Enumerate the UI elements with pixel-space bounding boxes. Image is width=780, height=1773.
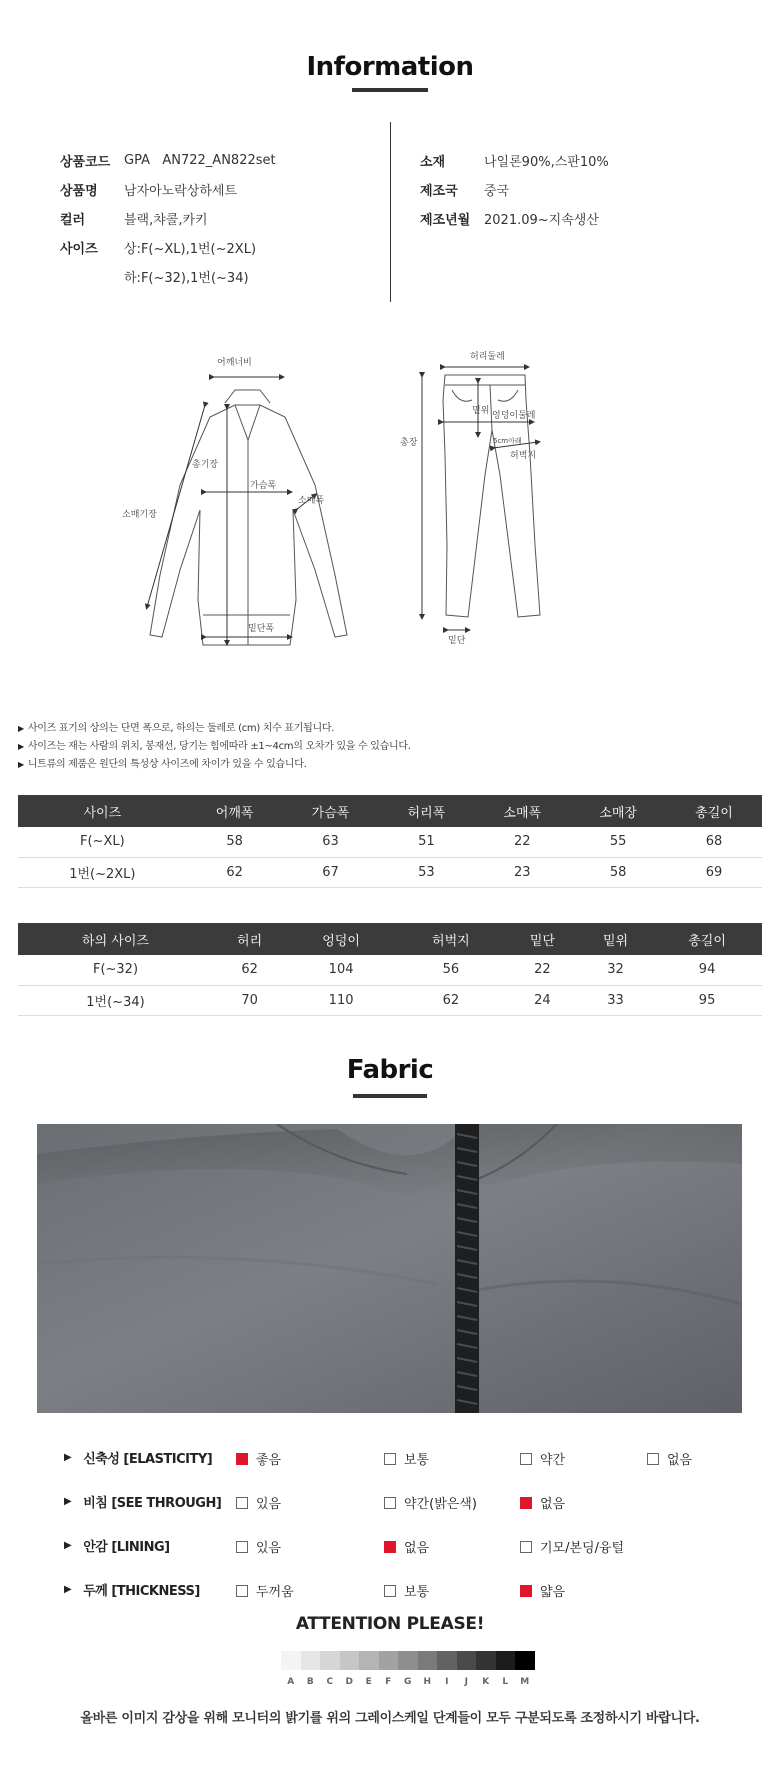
checked-box-icon	[520, 1497, 532, 1509]
table-header-cell: 허벅지	[396, 923, 506, 955]
jacket-illustration	[150, 390, 347, 645]
size-measurement-diagram	[100, 345, 640, 725]
size-note	[18, 756, 411, 774]
property-option	[384, 1493, 477, 1512]
triangle-bullet-icon: ▶	[18, 760, 24, 769]
checked-box-icon	[520, 1585, 532, 1597]
note-text: 니트류의 제품은 원단의 특성상 사이즈에 차이가 있을 수 있습니다.	[27, 759, 307, 770]
grayscale-letter: F	[385, 1677, 392, 1687]
grayscale-swatch	[379, 1651, 399, 1670]
grayscale-bar	[281, 1651, 535, 1670]
option-text: 두꺼움	[256, 1585, 294, 1600]
grayscale-letter: H	[423, 1677, 432, 1687]
triangle-bullet-icon: ▶	[18, 742, 24, 751]
property-option	[520, 1493, 565, 1512]
info-row-manufactured	[420, 204, 750, 233]
table-cell: 24	[506, 985, 579, 1015]
fabric-property-thickness	[64, 1577, 744, 1601]
property-label-text: 두께 [THICKNESS]	[83, 1583, 200, 1599]
table-cell: 68	[666, 827, 762, 857]
table-row	[18, 955, 762, 985]
fabric-closeup-image	[37, 1124, 742, 1413]
diagram-label-rise: 밑위	[472, 406, 490, 416]
diagram-label-total: 총장	[400, 438, 418, 448]
table-cell: 56	[396, 955, 506, 985]
info-row-country	[420, 175, 750, 204]
info-left-column	[60, 146, 380, 291]
grayscale-swatch	[457, 1651, 477, 1670]
option-text: 얇음	[540, 1585, 566, 1600]
table-cell: 23	[474, 857, 570, 887]
info-row-material	[420, 146, 750, 175]
triangle-bullet-icon: ▶	[64, 1539, 72, 1551]
grayscale-swatch	[281, 1651, 301, 1670]
grayscale-swatch	[340, 1651, 360, 1670]
table-cell: 1번(~2XL)	[18, 857, 187, 887]
option-text: 약간(밝은색)	[404, 1497, 477, 1512]
table-cell: F(~XL)	[18, 827, 187, 857]
option-text: 좋음	[256, 1453, 282, 1468]
grayscale-swatch	[515, 1651, 535, 1670]
table-cell: 53	[378, 857, 474, 887]
diagram-label-hem: 밑단폭	[248, 624, 275, 634]
checked-box-icon	[384, 1541, 396, 1553]
unchecked-box-icon	[236, 1497, 248, 1509]
unchecked-box-icon	[520, 1541, 532, 1553]
triangle-bullet-icon: ▶	[64, 1495, 72, 1507]
grayscale-swatch	[418, 1651, 438, 1670]
property-label	[64, 1580, 236, 1599]
diagram-label-chest: 가슴폭	[250, 481, 277, 491]
grayscale-swatch	[398, 1651, 418, 1670]
table-row	[18, 985, 762, 1015]
property-label	[64, 1492, 236, 1511]
grayscale-letter: J	[464, 1677, 468, 1687]
property-option	[520, 1581, 565, 1600]
grayscale-swatch	[437, 1651, 457, 1670]
table-cell: 95	[652, 985, 762, 1015]
diagram-label-pants-hem: 밑단	[448, 636, 466, 646]
grayscale-letter: M	[520, 1677, 530, 1687]
property-option	[236, 1449, 281, 1468]
diagram-label-sleeve-length: 소매기장	[122, 510, 157, 520]
grayscale-swatch	[301, 1651, 321, 1670]
info-key: 컬러	[60, 213, 86, 228]
info-value: 2021.09~지속생산	[484, 213, 599, 228]
table-cell: 62	[213, 955, 286, 985]
info-value: GPA AN722_AN822set	[124, 153, 276, 168]
fabric-photo-illustration	[37, 1124, 742, 1413]
table-header-cell: 하의 사이즈	[18, 923, 213, 955]
info-value: 남자아노락상하세트	[124, 184, 238, 199]
diagram-label-thigh: 허벅지	[510, 451, 537, 461]
info-row-product-name	[60, 175, 380, 204]
option-text: 없음	[667, 1453, 693, 1468]
unchecked-box-icon	[384, 1585, 396, 1597]
grayscale-letter: L	[502, 1677, 509, 1687]
attention-title: ATTENTION PLEASE!	[295, 1614, 485, 1634]
top-size-table	[18, 795, 762, 888]
info-key: 소재	[420, 155, 446, 170]
info-value: 중국	[484, 184, 510, 199]
size-note	[18, 738, 411, 756]
size-notes	[18, 720, 411, 774]
table-row	[18, 827, 762, 857]
diagram-label-sleeve-width: 소매폭	[298, 496, 325, 506]
property-option	[384, 1581, 429, 1600]
table-cell: 70	[213, 985, 286, 1015]
table-header-cell: 어깨폭	[187, 795, 283, 827]
option-text: 기모/본딩/융털	[540, 1541, 625, 1556]
table-header-cell: 총길이	[652, 923, 762, 955]
grayscale-swatch	[476, 1651, 496, 1670]
table-header-cell: 가슴폭	[283, 795, 379, 827]
bottom-size-table	[18, 923, 762, 1016]
table-row	[18, 857, 762, 887]
table-cell: 69	[666, 857, 762, 887]
info-divider	[390, 122, 391, 302]
table-cell: 32	[579, 955, 652, 985]
property-option	[236, 1581, 294, 1600]
information-title-underline	[352, 88, 428, 92]
grayscale-swatch	[320, 1651, 340, 1670]
unchecked-box-icon	[236, 1585, 248, 1597]
property-label-text: 안감 [LINING]	[83, 1539, 170, 1555]
diagram-label-hip: 엉덩이둘레	[492, 411, 536, 421]
diagram-label-waist: 허리둘레	[470, 352, 505, 362]
grayscale-swatch	[359, 1651, 379, 1670]
table-cell: 33	[579, 985, 652, 1015]
table-cell: 63	[283, 827, 379, 857]
table-cell: 22	[506, 955, 579, 985]
info-row-product-code	[60, 146, 380, 175]
property-option	[384, 1537, 429, 1556]
table-header-cell: 소매장	[570, 795, 666, 827]
info-row-size-bottom	[60, 262, 380, 291]
table-cell: 55	[570, 827, 666, 857]
diagram-label-shoulder: 어깨너비	[217, 358, 252, 368]
table-cell: 1번(~34)	[18, 985, 213, 1015]
option-text: 보통	[404, 1585, 430, 1600]
table-cell: 110	[286, 985, 396, 1015]
table-cell: 58	[187, 827, 283, 857]
information-title: Information	[306, 52, 474, 82]
info-row-size-top	[60, 233, 380, 262]
grayscale-letter: E	[365, 1677, 372, 1687]
option-text: 있음	[256, 1497, 282, 1512]
property-label-text: 신축성 [ELASTICITY]	[83, 1451, 213, 1467]
option-text: 없음	[404, 1541, 430, 1556]
table-cell: 67	[283, 857, 379, 887]
note-text: 사이즈 표기의 상의는 단면 폭으로, 하의는 둘레로 (cm) 치수 표기됩니다.	[27, 723, 335, 734]
property-option	[236, 1493, 281, 1512]
unchecked-box-icon	[384, 1497, 396, 1509]
info-value: 상:F(~XL),1번(~2XL)	[124, 242, 257, 257]
table-header-cell: 밑단	[506, 923, 579, 955]
table-cell: 62	[187, 857, 283, 887]
monitor-brightness-note: 올바른 이미지 감상을 위해 모니터의 밝기를 위의 그레이스케일 단계들이 모두 구분되도록 조정하시기 바랍니다.	[80, 1711, 700, 1726]
property-option	[520, 1537, 624, 1556]
table-header-cell: 총길이	[666, 795, 762, 827]
info-value: 블랙,챠콜,카키	[124, 213, 208, 228]
grayscale-letter: C	[326, 1677, 334, 1687]
option-text: 있음	[256, 1541, 282, 1556]
fabric-property-see-through	[64, 1489, 744, 1513]
table-header-cell: 사이즈	[18, 795, 187, 827]
table-header-row	[18, 923, 762, 955]
option-text: 없음	[540, 1497, 566, 1512]
table-cell: 104	[286, 955, 396, 985]
table-cell: 94	[652, 955, 762, 985]
grayscale-letter: D	[345, 1677, 353, 1687]
table-header-cell: 밑위	[579, 923, 652, 955]
grayscale-letter: G	[404, 1677, 412, 1687]
triangle-bullet-icon: ▶	[18, 724, 24, 733]
property-label	[64, 1536, 236, 1555]
info-right-column	[420, 146, 750, 233]
grayscale-letter: A	[287, 1677, 295, 1687]
grayscale-letters	[281, 1677, 535, 1687]
info-value: 하:F(~32),1번(~34)	[124, 271, 249, 286]
checked-box-icon	[236, 1453, 248, 1465]
info-key: 상품명	[60, 184, 98, 199]
diagram-label-thigh-mark: 5cm아래	[493, 437, 522, 445]
property-option	[236, 1537, 281, 1556]
table-cell: 51	[378, 827, 474, 857]
note-text: 사이즈는 재는 사람의 위치, 봉재선, 당기는 힘에따라 ±1~4cm의 오차가 있을 수 있습니다.	[27, 741, 411, 752]
info-key: 사이즈	[60, 242, 98, 257]
grayscale-letter: I	[445, 1677, 449, 1687]
fabric-title-underline	[353, 1094, 427, 1098]
table-header-cell: 엉덩이	[286, 923, 396, 955]
property-option	[520, 1449, 565, 1468]
fabric-property-lining	[64, 1533, 744, 1557]
grayscale-letter: B	[306, 1677, 314, 1687]
info-key: 상품코드	[60, 155, 111, 170]
table-cell: 22	[474, 827, 570, 857]
diagram-label-length: 총기장	[192, 460, 219, 470]
unchecked-box-icon	[236, 1541, 248, 1553]
grayscale-letter: K	[482, 1677, 490, 1687]
property-label-text: 비침 [SEE THROUGH]	[83, 1495, 222, 1511]
info-key: 제조년월	[420, 213, 471, 228]
triangle-bullet-icon: ▶	[64, 1583, 72, 1595]
info-value: 나일론90%,스판10%	[484, 155, 609, 170]
unchecked-box-icon	[520, 1453, 532, 1465]
table-header-cell: 소매폭	[474, 795, 570, 827]
table-cell: 58	[570, 857, 666, 887]
size-note	[18, 720, 411, 738]
triangle-bullet-icon: ▶	[64, 1451, 72, 1463]
table-cell: 62	[396, 985, 506, 1015]
property-label	[64, 1448, 236, 1467]
option-text: 약간	[540, 1453, 566, 1468]
fabric-title: Fabric	[346, 1055, 434, 1085]
table-header-row	[18, 795, 762, 827]
grayscale-swatch	[496, 1651, 516, 1670]
unchecked-box-icon	[647, 1453, 659, 1465]
info-row-color	[60, 204, 380, 233]
info-key: 제조국	[420, 184, 458, 199]
unchecked-box-icon	[384, 1453, 396, 1465]
property-option	[384, 1449, 429, 1468]
fabric-property-elasticity	[64, 1445, 744, 1469]
table-header-cell: 허리폭	[378, 795, 474, 827]
option-text: 보통	[404, 1453, 430, 1468]
table-header-cell: 허리	[213, 923, 286, 955]
table-cell: F(~32)	[18, 955, 213, 985]
property-option	[647, 1449, 692, 1468]
